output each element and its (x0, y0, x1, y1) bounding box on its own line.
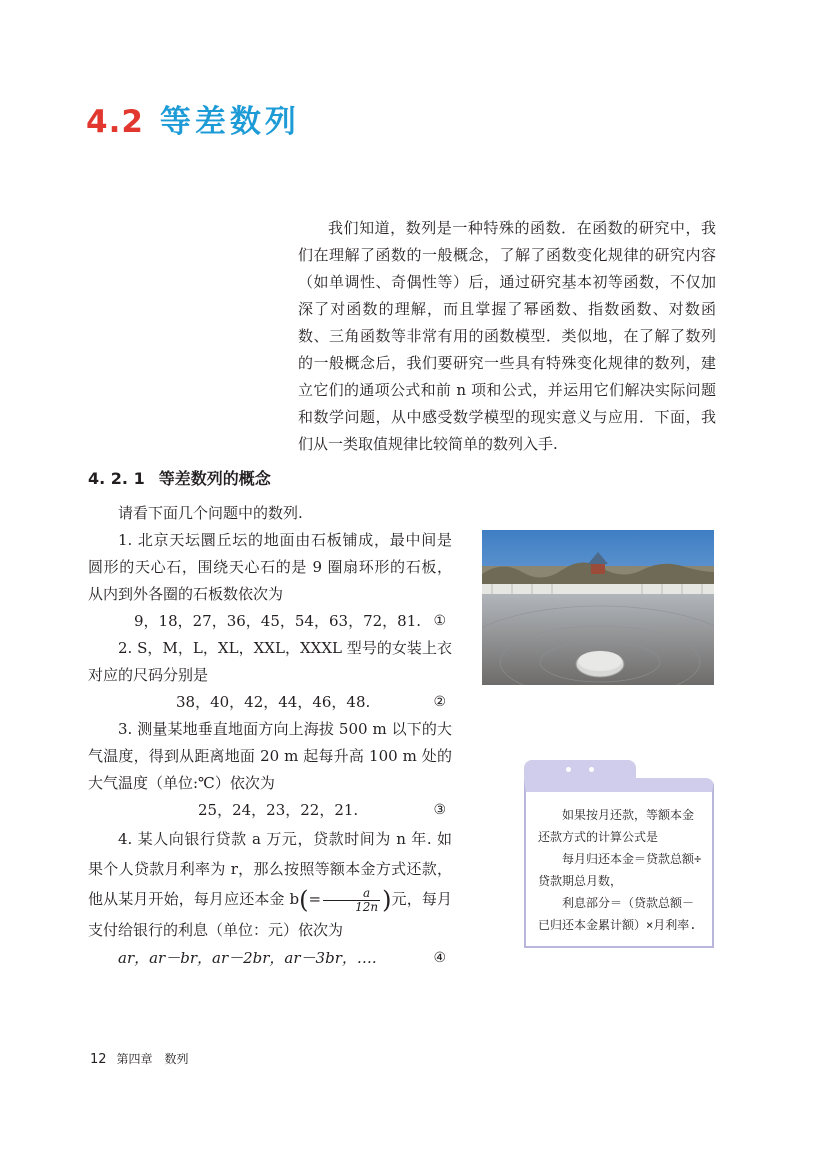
page-number: 12 (90, 1052, 107, 1067)
sequence-4-values: ar，ar－br，ar－2br，ar－3br，…. (118, 949, 377, 967)
problem-1: 1. 北京天坛圜丘坛的地面由石板铺成，最中间是圆形的天心石，围绕天心石的是 9 圈扇环形的石板，从内到外各圈的石板数依次为 (88, 531, 452, 603)
side-note (524, 760, 714, 948)
chapter-name: 等差数列 (159, 104, 300, 140)
footer-chapter: 第四章 数列 (116, 1052, 189, 1066)
chapter-title (86, 96, 300, 141)
sequence-1-mark: ① (433, 613, 446, 629)
lead-text: 请看下面几个问题中的数列. (118, 504, 303, 522)
note-line-3: 利息部分＝（贷款总额－已归还本金累计额）×月利率. (538, 896, 697, 932)
fraction-numerator: a (323, 887, 380, 901)
right-paren: ) (382, 886, 392, 914)
note-box (524, 778, 714, 948)
sequence-2-values: 38，40，42，44，46，48. (176, 693, 371, 711)
problem-4-text-a: 4. 某人向银行贷款 a 万元，贷款时间为 n 年. 如果个人贷款月利率为 r，那么按照等额本金方式还款，他从某月开始，每月应还本金 b (88, 830, 452, 908)
section-heading (88, 466, 271, 489)
note-line-2: 每月归还本金＝贷款总额÷贷款期总月数， (538, 852, 702, 888)
sequence-3-values: 25，24，23，22，21. (198, 801, 359, 819)
sequence-2-mark: ② (433, 694, 446, 710)
main-body (88, 500, 452, 972)
note-tab (524, 760, 636, 778)
problem-3: 3. 测量某地垂直地面方向上海拔 500 m 以下的大气温度，得到从距离地面 20 m 起每升高 100 m 处的大气温度（单位:℃）依次为 (88, 720, 452, 792)
problem-4 (88, 824, 452, 945)
problem-2: 2. S，M，L，XL，XXL，XXXL 型号的女装上衣对应的尺码分别是 (88, 639, 452, 684)
section-name: 等差数列的概念 (158, 469, 271, 488)
sequence-4 (88, 945, 452, 972)
sequence-4-mark: ④ (433, 950, 446, 966)
sequence-2 (88, 689, 452, 716)
fraction-denominator: 12n (355, 899, 379, 914)
note-line-1: 如果按月还款，等额本金还款方式的计算公式是 (538, 808, 695, 844)
note-dot-icon (566, 767, 571, 772)
intro-text: 我们知道，数列是一种特殊的函数．在函数的研究中，我们在理解了函数的一般概念，了解了函数变化规律的研究内容（如单调性、奇偶性等）后，通过研究基本初等函数，不仅加深了对函数的理解，而且掌握了幂函数、指数函数、对数函数、三角函数等非常有用的函数模型．类似地，在了解了数列的一般概念后，我们要研究一些具有特殊变化规律的数列，建立它们的通项公式和前 n 项和公式，并运用它们解决实际问题和数学问题，从中感受数学模型的现实意义与应用．下面，我们从一类取值规律比较简单的数列入手. (298, 219, 716, 453)
page-footer (90, 1050, 189, 1067)
sequence-3 (88, 797, 452, 824)
intro-paragraph (298, 215, 716, 458)
problem-4-eq: = (308, 890, 322, 908)
sequence-1 (88, 608, 452, 635)
chapter-number: 4.2 (86, 104, 144, 140)
left-paren: ( (299, 886, 309, 914)
sequence-1-values: 9，18，27，36，45，54，63，72，81. (134, 612, 422, 630)
section-number: 4. 2. 1 (88, 469, 145, 488)
problem-4-text-b: 元，每月支付给银行的利息（单位：元）依次为 (88, 890, 452, 939)
note-dot-icon (589, 767, 594, 772)
sequence-3-mark: ③ (433, 802, 446, 818)
temple-of-heaven-photo (482, 530, 714, 685)
fraction-a-over-12n (323, 887, 380, 914)
